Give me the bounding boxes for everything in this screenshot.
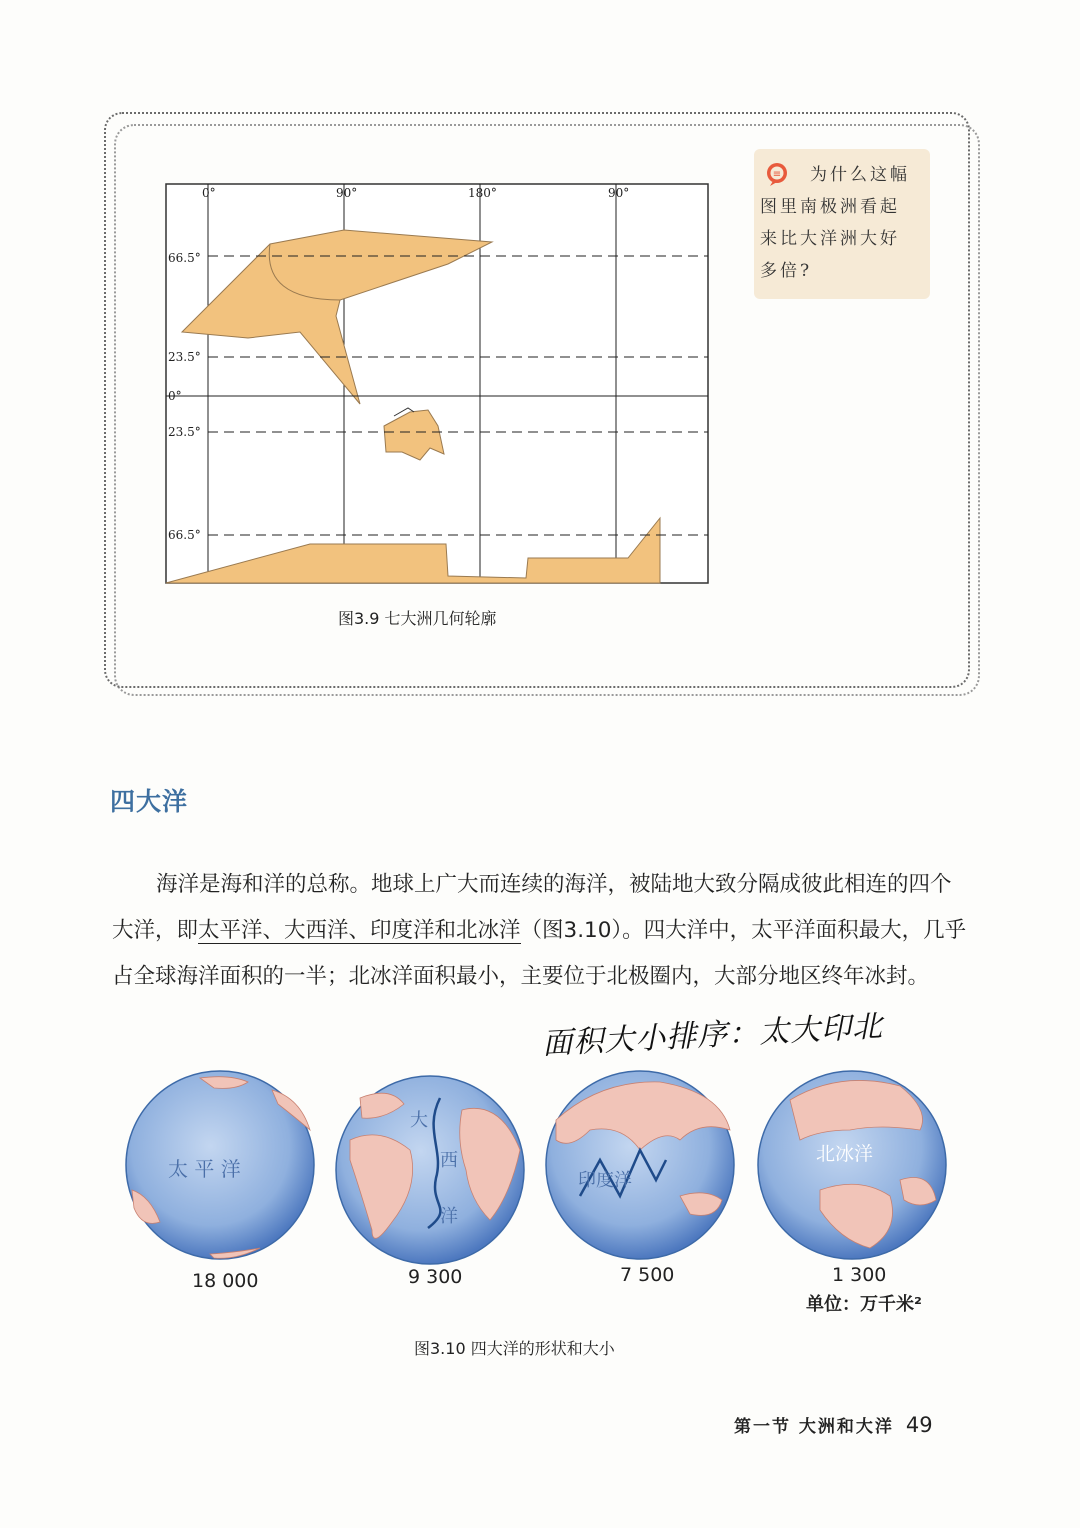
globe-atlantic-char2: 西 bbox=[440, 1150, 458, 1171]
globe-atlantic bbox=[336, 1076, 524, 1264]
lat-label-23n: 23.5° bbox=[168, 350, 201, 364]
area-atlantic: 9 300 bbox=[408, 1266, 463, 1288]
globe-indian bbox=[546, 1071, 734, 1259]
paragraph-part2: （图3.10）。四大洋中，太平洋面积最大，几乎占全球海洋面积的一半；北冰洋面积最小，主要位于北极圈内，大部分地区终年冰封。 bbox=[112, 918, 967, 989]
unit-label: 单位：万千米² bbox=[806, 1294, 922, 1315]
figure-3-10-caption: 图3.10 四大洋的形状和大小 bbox=[414, 1339, 615, 1358]
globe-atlantic-char1: 大 bbox=[410, 1110, 428, 1131]
globe-indian-label: 印度洋 bbox=[578, 1170, 632, 1191]
paragraph-part1: 海洋是海和洋的总称。地球上广大而连续的海洋，被陆地大致分隔成彼此相连的四个大洋，即 bbox=[112, 872, 952, 943]
page-number: 49 bbox=[905, 1413, 933, 1437]
globe-atlantic-char3: 洋 bbox=[440, 1206, 458, 1227]
top-label-180: 180° bbox=[468, 186, 497, 200]
top-label-90w: 90° bbox=[608, 186, 630, 200]
note-line-4: 多倍? bbox=[760, 261, 813, 281]
top-label-0: 0° bbox=[202, 186, 216, 200]
area-indian: 7 500 bbox=[620, 1264, 675, 1286]
note-line-1: 为什么这幅 bbox=[810, 165, 910, 185]
globe-pacific-label: 太 平 洋 bbox=[168, 1157, 241, 1181]
note-line-2: 图里南极洲看起 bbox=[760, 197, 900, 217]
handwritten-note: 面积大小排序：太大印北 bbox=[541, 1009, 884, 1062]
lat-label-66n: 66.5° bbox=[168, 251, 201, 265]
paragraph-underlined: 太平洋、大西洋、印度洋和北冰洋 bbox=[198, 918, 521, 943]
globe-arctic-label: 北冰洋 bbox=[816, 1143, 874, 1165]
footer-section: 第一节 大洲和大洋 bbox=[734, 1417, 894, 1437]
globe-pacific bbox=[126, 1071, 314, 1259]
figure-3-9-caption: 图3.9 七大洲几何轮廓 bbox=[338, 609, 497, 628]
area-arctic: 1 300 bbox=[832, 1264, 887, 1286]
lat-label-23s: 23.5° bbox=[168, 425, 201, 439]
svg-text:≡: ≡ bbox=[772, 169, 782, 180]
globe-arctic bbox=[758, 1071, 946, 1259]
lat-label-0: 0° bbox=[168, 389, 182, 403]
note-line-3: 来比大洋洲大好 bbox=[760, 229, 900, 249]
area-pacific: 18 000 bbox=[192, 1270, 259, 1292]
section-title: 四大洋 bbox=[110, 787, 189, 816]
page-footer bbox=[734, 1412, 933, 1437]
lat-label-66s: 66.5° bbox=[168, 528, 201, 542]
top-label-90e: 90° bbox=[336, 186, 358, 200]
